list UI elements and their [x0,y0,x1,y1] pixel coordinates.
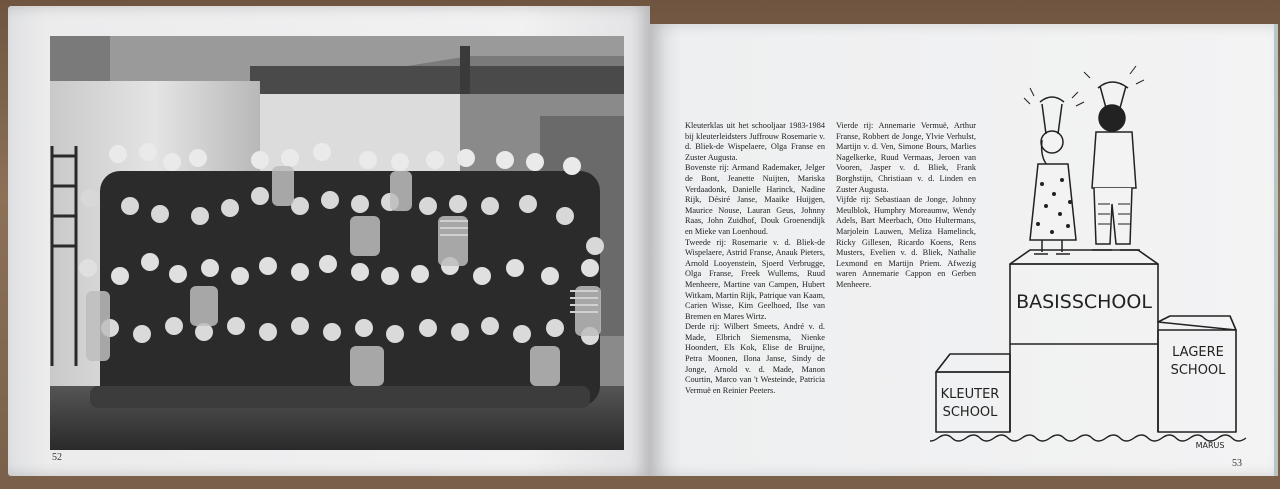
page-number-right: 53 [1232,458,1242,469]
caption-row-5: Vijfde rij: Sebastiaan de Jonge, Johnny Meulblok, Humphry Moreaumw, Wendy Adels, Bart Meerbach, Otto Hultermans, Marjolein Lauwen, Meliza Hamelinck, Ricky Gillesen, Ricardo Koens, Rens Musters, Evelien v. d. Bliek, Nathalie Lexmond en Martijn Priem. Afwezig waren Annemarie Cappon en Gerben Menheere. [836,195,976,289]
caption-row-3: Derde rij: Wilbert Smeets, André v. d. Made, Elbrich Siemensma, Nienke Hoondert, Els Kok, Elise de Bruijne, Petra Moonen, Ilona Janse, Sindy de Jonge, Arnold v. d. Made, Manon Courtin, Marco van 't Westeinde, Patricia Vermuë en Reinier Peeters. [685,322,825,395]
open-book [8,6,1274,476]
caption-intro: Kleuterklas uit het schooljaar 1983-1984 bij kleuterleidsters Juffrouw Rosemarie v. d. Bliek-de Wispelaere, Olga Franse en Zuster Augusta. [685,121,825,162]
podium-center-label: BASISSCHOOL [1016,291,1152,313]
caption-row-4: Vierde rij: Annemarie Vermuë, Arthur Franse, Robbert de Jonge, Ylvie Verhulst, Martijn v. d. Ven, Simone Bours, Marlies Nagelkerke, Ruud Vermaas, Jeroen van Vooren, Jasper v. d. Bliek, Frank Borghstijn, Christiaan v. d. Linden en Zuster Augusta. [836,121,976,194]
podium-cartoon-drawing [930,54,1250,454]
artist-signature: MARUS [1195,441,1225,450]
podium-left-label-line2: SCHOOL [942,405,998,420]
podium-left-label-line1: KLEUTER [940,387,1000,402]
podium-cartoon [930,54,1250,454]
class-photo-image [50,36,624,450]
left-page [8,6,650,476]
caption-column-1 [685,121,825,396]
caption-row-1: Bovenste rij: Armand Rademaker, Jelger de Bont, Jeanette Nuijten, Mariska Verdaadonk, Danielle Harinck, Nadine Rijk, Désiré Janse, Maaike Huijgen, Maurice Nouse, Lauran Geus, Johnny Raas, John Zuidhof, Douk Groenendijk en Mieke van Loenhoud. [685,163,825,236]
right-page [650,24,1278,476]
caption-row-2: Tweede rij: Rosemarie v. d. Bliek-de Wispelaere, Astrid Franse, Anauk Pieters, Arnold Looyenstein, Sjoerd Verbrugge, Olga Franse, Freek Wullems, Ruud Menheere, Martine van Campen, Hubert Witkam, Martin Rijk, Patrique van Kaam, Carien Wisse, Kim Geelhoed, Ilse van Bremen en Mares Wirtz. [685,237,825,321]
podium-right-label-line2: SCHOOL [1170,363,1226,378]
page-number-left: 52 [52,452,62,463]
class-photo [50,36,624,450]
podium-right-label-line1: LAGERE [1172,345,1224,360]
